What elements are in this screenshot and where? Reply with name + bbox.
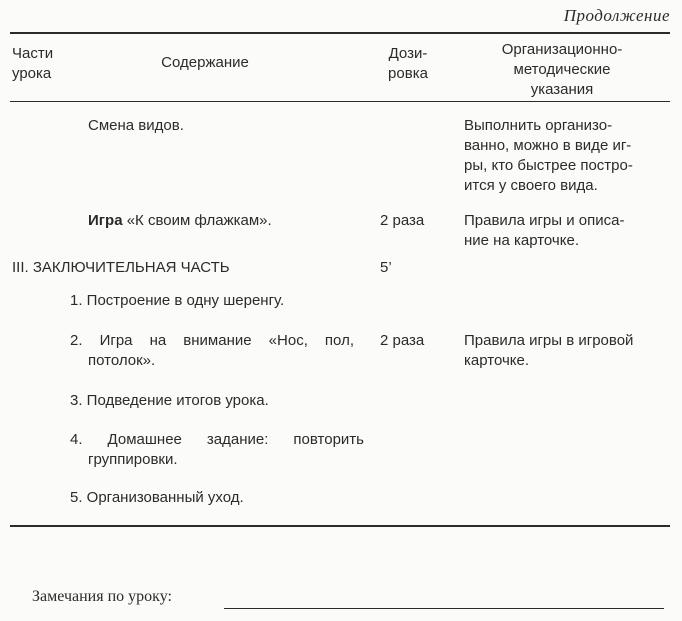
header-rule [10, 101, 670, 102]
table-bottom-rule [10, 525, 670, 527]
header-dosage [372, 44, 444, 84]
row-change-notes [464, 116, 664, 196]
final-part-title: III. ЗАКЛЮЧИТЕЛЬНАЯ ЧАСТЬ [12, 259, 230, 276]
header-dosage-line-2: ровка [388, 65, 428, 82]
final-item-4-line-1: 4. Домашнее задание: повторить [70, 431, 364, 448]
row-change-notes-line-3: ры, кто быстрее постро- [464, 157, 633, 174]
final-part-dosage: 5’ [380, 259, 392, 276]
header-parts-line-2: урока [12, 65, 52, 82]
row-game-flags-rest: «К своим флажкам». [122, 212, 272, 229]
row-game-flags-notes [464, 211, 664, 251]
final-item-2-dosage: 2 раза [380, 332, 425, 349]
final-item-1: 1. Построение в одну шеренгу. [70, 292, 285, 309]
header-notes-line-1: Организационно- [501, 41, 623, 58]
row-change-notes-line-4: ится у своего вида. [464, 177, 598, 194]
header-dosage-line-1: Дози- [388, 45, 428, 62]
final-item-3: 3. Подведение итогов урока. [70, 392, 269, 409]
header-notes-line-2: методические [513, 61, 611, 78]
row-game-flags-notes-line-2: ние на карточке. [464, 232, 579, 249]
row-game-flags-dosage: 2 раза [380, 212, 425, 229]
row-game-flags-bold: Игра [88, 212, 123, 229]
final-item-5: 5. Организованный уход. [70, 489, 244, 506]
continued-label: Продолжение [563, 6, 670, 25]
row-game-flags-notes-line-1: Правила игры и описа- [464, 212, 625, 229]
final-item-2-line-1: 2. Игра на внимание «Нос, пол, [70, 332, 354, 349]
final-item-2-notes-line-2: карточке. [464, 352, 530, 369]
row-game-flags-content [88, 211, 368, 231]
remarks-label: Замечания по уроку: [32, 588, 172, 605]
final-item-2 [70, 331, 354, 371]
final-item-2-notes [464, 331, 664, 371]
header-parts-line-1: Части [12, 45, 54, 62]
header-content: Содержание [161, 54, 249, 71]
header-parts [12, 44, 64, 84]
table-top-rule [10, 32, 670, 34]
row-change-content: Смена видов. [88, 117, 184, 134]
header-notes [462, 40, 662, 100]
remarks-underline [224, 608, 664, 609]
final-item-4 [70, 430, 364, 470]
row-change-notes-line-2: ванно, можно в виде иг- [464, 137, 632, 154]
row-change-notes-line-1: Выполнить организо- [464, 117, 613, 134]
final-item-2-notes-line-1: Правила игры в игровой [464, 332, 634, 349]
final-item-2-line-2: потолок». [88, 352, 156, 369]
final-item-4-line-2: группировки. [88, 451, 178, 468]
header-notes-line-3: указания [530, 81, 594, 98]
